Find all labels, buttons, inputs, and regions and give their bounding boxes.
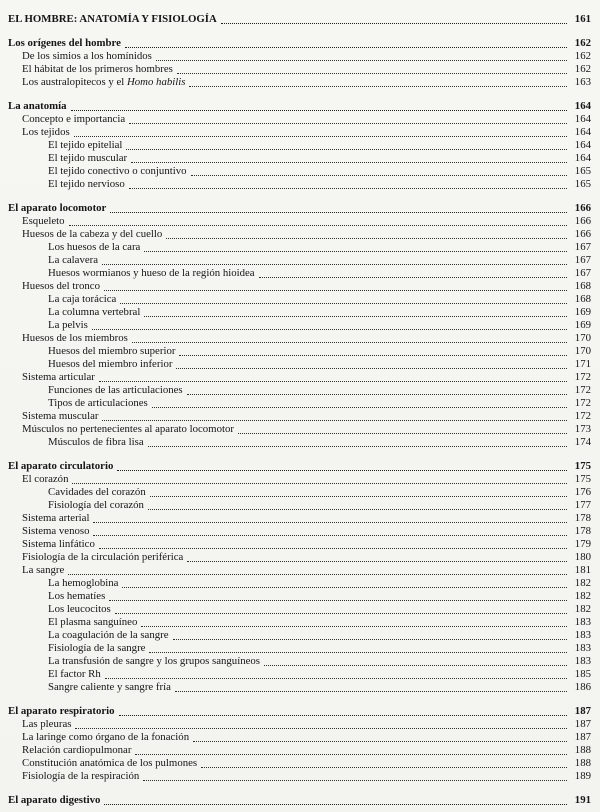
toc-entry xyxy=(8,629,591,642)
dotted-leader xyxy=(179,355,567,356)
toc-entry-label: Relación cardiopulmonar xyxy=(22,744,132,756)
toc-entry-label: La columna vertebral xyxy=(48,306,141,318)
toc-entry-label: Cavidades del corazón xyxy=(48,486,146,498)
toc-entry-page-number: 183 xyxy=(574,616,591,628)
toc-entry-page-number: 164 xyxy=(574,139,591,151)
toc-entry-label: El tejido epitelial xyxy=(48,139,123,151)
dotted-leader xyxy=(120,303,567,304)
dotted-leader xyxy=(117,470,567,471)
toc-entry xyxy=(8,384,591,397)
dotted-leader xyxy=(104,290,567,291)
dotted-leader xyxy=(175,691,567,692)
dotted-leader xyxy=(125,47,567,48)
toc-entry-label: Las pleuras xyxy=(22,718,72,730)
toc-entry-page-number: 166 xyxy=(574,202,591,214)
toc-entry xyxy=(8,603,591,616)
toc-entry xyxy=(8,499,591,512)
toc-entry-label: Fisiología del corazón xyxy=(48,499,144,511)
toc-entry-page-number: 165 xyxy=(574,178,591,190)
toc-entry-page-number: 180 xyxy=(574,551,591,563)
dotted-leader xyxy=(119,715,567,716)
toc-entry-page-number: 179 xyxy=(574,538,591,550)
dotted-leader xyxy=(144,316,567,317)
toc-entry-page-number: 175 xyxy=(574,473,591,485)
toc-entry-page-number: 174 xyxy=(574,436,591,448)
toc-entry xyxy=(8,551,591,564)
toc-entry xyxy=(8,681,591,694)
dotted-leader xyxy=(115,613,567,614)
toc-entry-page-number: 162 xyxy=(574,50,591,62)
toc-entry-label: Huesos del miembro superior xyxy=(48,345,176,357)
dotted-leader xyxy=(177,73,567,74)
toc-entry-page-number: 188 xyxy=(574,757,591,769)
dotted-leader xyxy=(71,110,568,111)
toc-entry-page-number: 191 xyxy=(574,794,591,806)
toc-entry-page-number: 163 xyxy=(574,76,591,88)
toc-entry-page-number: 169 xyxy=(574,306,591,318)
dotted-leader xyxy=(131,162,567,163)
toc-entry xyxy=(8,202,591,215)
toc-entry xyxy=(8,319,591,332)
toc-entry xyxy=(8,770,591,783)
toc-entry-label: Constitución anatómica de los pulmones xyxy=(22,757,198,769)
toc-entry xyxy=(8,293,591,306)
toc-entry xyxy=(8,744,591,757)
toc-entry-label: Fisiología de la circulación periférica xyxy=(22,551,184,563)
toc-entry-label: La hemoglobina xyxy=(48,577,119,589)
toc-entry xyxy=(8,228,591,241)
toc-entry-page-number: 172 xyxy=(574,397,591,409)
toc-entry-label: Los australopitecos y el Homo habilis xyxy=(22,76,186,88)
dotted-leader xyxy=(144,251,567,252)
toc-entry-label: Esqueleto xyxy=(22,215,65,227)
toc-entry-label: El hábitat de los primeros hombres xyxy=(22,63,173,75)
toc-entry xyxy=(8,63,591,76)
toc-entry xyxy=(8,577,591,590)
toc-entry-label: El aparato respiratorio xyxy=(8,705,115,717)
toc-entry-page-number: 183 xyxy=(574,642,591,654)
toc-entry xyxy=(8,13,591,26)
toc-entry-label: El plasma sanguíneo xyxy=(48,616,138,628)
toc-entry-page-number: 166 xyxy=(574,215,591,227)
toc-entry-page-number: 169 xyxy=(574,319,591,331)
toc-entry xyxy=(8,113,591,126)
toc-entry-page-number: 170 xyxy=(574,345,591,357)
dotted-leader xyxy=(129,123,567,124)
toc-entry xyxy=(8,410,591,423)
toc-entry-label: El aparato locomotor xyxy=(8,202,107,214)
toc-entry xyxy=(8,397,591,410)
toc-entry xyxy=(8,306,591,319)
toc-entry xyxy=(8,280,591,293)
toc-entry-label: Los orígenes del hombre xyxy=(8,37,121,49)
toc-entry-page-number: 171 xyxy=(574,358,591,370)
toc-entry-label: Huesos de la cabeza y del cuello xyxy=(22,228,163,240)
toc-entry-label: EL HOMBRE: ANATOMÍA Y FISIOLOGÍA xyxy=(8,13,217,25)
dotted-leader xyxy=(132,342,567,343)
toc-entry-label-italic: Homo habilis xyxy=(126,76,186,88)
toc-entry-page-number: 167 xyxy=(574,267,591,279)
toc-entry-label: La calavera xyxy=(48,254,99,266)
toc-entry xyxy=(8,267,591,280)
toc-entry-label: Sistema venoso xyxy=(22,525,90,537)
dotted-leader xyxy=(105,678,567,679)
dotted-leader xyxy=(189,86,567,87)
dotted-leader xyxy=(92,329,567,330)
dotted-leader xyxy=(102,264,567,265)
toc-entry-page-number: 167 xyxy=(574,241,591,253)
toc-entry xyxy=(8,564,591,577)
toc-entry xyxy=(8,345,591,358)
dotted-leader xyxy=(93,535,567,536)
dotted-leader xyxy=(143,780,567,781)
toc-entry xyxy=(8,423,591,436)
toc-entry-page-number: 168 xyxy=(574,280,591,292)
dotted-leader xyxy=(110,212,567,213)
toc-entry-page-number: 172 xyxy=(574,371,591,383)
toc-entry xyxy=(8,139,591,152)
toc-entry-label: Sistema muscular xyxy=(22,410,99,422)
dotted-leader xyxy=(69,225,567,226)
toc-entry-page-number: 187 xyxy=(574,718,591,730)
dotted-leader xyxy=(102,420,567,421)
toc-entry xyxy=(8,538,591,551)
toc-entry xyxy=(8,718,591,731)
toc-entry xyxy=(8,358,591,371)
toc-entry-page-number: 182 xyxy=(574,590,591,602)
toc-entry-label: El tejido muscular xyxy=(48,152,128,164)
dotted-leader xyxy=(68,574,567,575)
toc-entry-label: Huesos wormianos y hueso de la región hioidea xyxy=(48,267,255,279)
toc-entry-label: El corazón xyxy=(22,473,69,485)
dotted-leader xyxy=(75,728,567,729)
toc-entry xyxy=(8,241,591,254)
dotted-leader xyxy=(152,407,567,408)
toc-entry-label: Los huesos de la cara xyxy=(48,241,141,253)
toc-entry-label: Huesos del miembro inferior xyxy=(48,358,173,370)
toc-entry-label: Sistema arterial xyxy=(22,512,90,524)
toc-entry-label: El tejido nervioso xyxy=(48,178,125,190)
toc-entry xyxy=(8,50,591,63)
toc-entry-label: El aparato digestivo xyxy=(8,794,101,806)
toc-entry-label: Fisiología de la sangre xyxy=(48,642,146,654)
toc-entry-page-number: 162 xyxy=(574,63,591,75)
toc-entry-page-number: 181 xyxy=(574,564,591,576)
dotted-leader xyxy=(259,277,567,278)
toc-entry-page-number: 187 xyxy=(574,731,591,743)
toc-entry xyxy=(8,642,591,655)
toc-entry-page-number: 186 xyxy=(574,681,591,693)
dotted-leader xyxy=(109,600,567,601)
toc-entry-label: Músculos de fibra lisa xyxy=(48,436,144,448)
toc-entry-label: Los tejidos xyxy=(22,126,70,138)
toc-entry-page-number: 176 xyxy=(574,486,591,498)
toc-entry-label: La coagulación de la sangre xyxy=(48,629,169,641)
toc-entry-page-number: 172 xyxy=(574,410,591,422)
dotted-leader xyxy=(135,754,567,755)
toc-entry xyxy=(8,126,591,139)
dotted-leader xyxy=(176,368,567,369)
dotted-leader xyxy=(126,149,567,150)
toc-entry xyxy=(8,76,591,89)
toc-entry xyxy=(8,512,591,525)
toc-entry-label: El aparato circulatorio xyxy=(8,460,114,472)
toc-entry-label: La laringe como órgano de la fonación xyxy=(22,731,190,743)
toc-entry-page-number: 177 xyxy=(574,499,591,511)
toc-entry xyxy=(8,616,591,629)
dotted-leader xyxy=(148,446,567,447)
toc-entry xyxy=(8,460,591,473)
toc-entry-page-number: 168 xyxy=(574,293,591,305)
toc-entry-label: Los leucocitos xyxy=(48,603,111,615)
toc-entry-page-number: 172 xyxy=(574,384,591,396)
toc-entry xyxy=(8,794,591,807)
toc-entry-page-number: 188 xyxy=(574,744,591,756)
toc-entry-page-number: 164 xyxy=(574,152,591,164)
toc-entry xyxy=(8,655,591,668)
toc-entry-page-number: 182 xyxy=(574,577,591,589)
dotted-leader xyxy=(156,60,567,61)
toc-entry-label: Tipos de articulaciones xyxy=(48,397,148,409)
toc-entry-page-number: 182 xyxy=(574,603,591,615)
dotted-leader xyxy=(141,626,567,627)
dotted-leader xyxy=(148,509,567,510)
toc-entry xyxy=(8,100,591,113)
toc-entry-page-number: 164 xyxy=(574,126,591,138)
dotted-leader xyxy=(74,136,567,137)
toc-entry-page-number: 167 xyxy=(574,254,591,266)
toc-entry-page-number: 170 xyxy=(574,332,591,344)
toc-entry-label: El tejido conectivo o conjuntivo xyxy=(48,165,187,177)
toc-entry-label: La pelvis xyxy=(48,319,88,331)
toc-entry-label: Funciones de las articulaciones xyxy=(48,384,183,396)
dotted-leader xyxy=(221,23,567,24)
toc-entry-label: Concepto e importancia xyxy=(22,113,126,125)
dotted-leader xyxy=(129,188,567,189)
toc-entry xyxy=(8,590,591,603)
toc-entry xyxy=(8,332,591,345)
toc-entry-label: Los hematíes xyxy=(48,590,106,602)
dotted-leader xyxy=(122,587,567,588)
toc-entry-label: Músculos no pertenecientes al aparato locomotor xyxy=(22,423,234,435)
dotted-leader xyxy=(72,483,567,484)
toc-entry-label: Fisiología de la respiración xyxy=(22,770,140,782)
toc-entry xyxy=(8,254,591,267)
toc-entry xyxy=(8,371,591,384)
toc-entry-page-number: 164 xyxy=(574,100,591,112)
toc-entry-label: La anatomía xyxy=(8,100,67,112)
dotted-leader xyxy=(104,804,567,805)
toc-entry-label: Sangre caliente y sangre fría xyxy=(48,681,171,693)
toc-entry-page-number: 162 xyxy=(574,37,591,49)
dotted-leader xyxy=(99,548,567,549)
dotted-leader xyxy=(99,381,567,382)
toc-entry xyxy=(8,165,591,178)
toc-entry-page-number: 164 xyxy=(574,113,591,125)
dotted-leader xyxy=(93,522,567,523)
toc-entry-page-number: 178 xyxy=(574,525,591,537)
toc-entry xyxy=(8,152,591,165)
toc-list xyxy=(8,13,591,807)
toc-entry-page-number: 183 xyxy=(574,629,591,641)
dotted-leader xyxy=(187,561,567,562)
toc-entry xyxy=(8,525,591,538)
toc-entry-label: La caja torácica xyxy=(48,293,117,305)
toc-entry xyxy=(8,436,591,449)
dotted-leader xyxy=(149,652,567,653)
toc-entry-label: Sistema linfático xyxy=(22,538,95,550)
toc-entry xyxy=(8,473,591,486)
toc-entry-page-number: 178 xyxy=(574,512,591,524)
toc-entry xyxy=(8,178,591,191)
toc-entry-label: Huesos de los miembros xyxy=(22,332,128,344)
toc-entry-label: La transfusión de sangre y los grupos sanguíneos xyxy=(48,655,260,667)
toc-entry-page-number: 175 xyxy=(574,460,591,472)
toc-entry-page-number: 161 xyxy=(574,13,591,25)
toc-entry xyxy=(8,215,591,228)
dotted-leader xyxy=(173,639,567,640)
toc-entry-label: Huesos del tronco xyxy=(22,280,100,292)
toc-entry-page-number: 183 xyxy=(574,655,591,667)
dotted-leader xyxy=(193,741,567,742)
toc-entry xyxy=(8,705,591,718)
toc-entry-page-number: 185 xyxy=(574,668,591,680)
dotted-leader xyxy=(201,767,567,768)
dotted-leader xyxy=(187,394,567,395)
dotted-leader xyxy=(238,433,567,434)
dotted-leader xyxy=(166,238,567,239)
toc-entry-label: La sangre xyxy=(22,564,65,576)
dotted-leader xyxy=(150,496,567,497)
toc-entry xyxy=(8,731,591,744)
toc-entry xyxy=(8,757,591,770)
toc-entry-page-number: 165 xyxy=(574,165,591,177)
toc-entry-page-number: 166 xyxy=(574,228,591,240)
dotted-leader xyxy=(191,175,567,176)
toc-entry xyxy=(8,486,591,499)
dotted-leader xyxy=(264,665,567,666)
toc-entry-page-number: 173 xyxy=(574,423,591,435)
toc-entry-label: Sistema articular xyxy=(22,371,95,383)
toc-entry xyxy=(8,37,591,50)
toc-entry-label: De los simios a los homínidos xyxy=(22,50,152,62)
toc-entry-page-number: 187 xyxy=(574,705,591,717)
toc-entry-page-number: 189 xyxy=(574,770,591,782)
toc-entry xyxy=(8,668,591,681)
toc-entry-label: El factor Rh xyxy=(48,668,101,680)
